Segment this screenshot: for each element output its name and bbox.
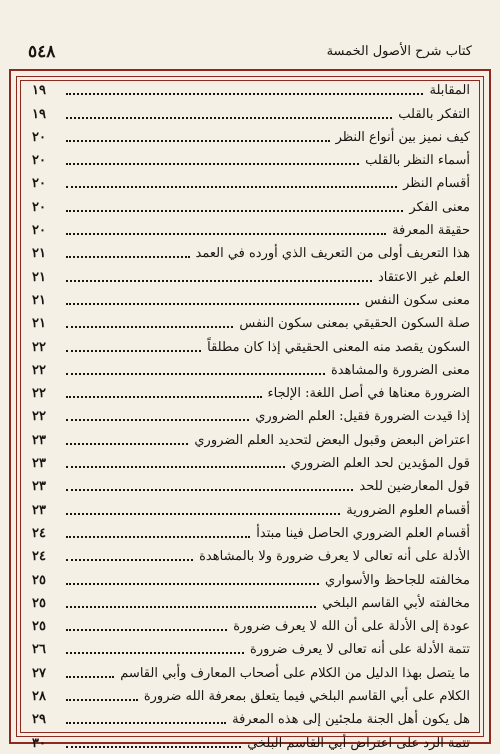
toc-entry-title: تتمة الأدلة على أنه تعالى لا يعرف ضرورة	[250, 642, 470, 658]
toc-entry-page: ٢٤	[32, 549, 46, 565]
toc-entry	[30, 146, 470, 169]
toc-entry-title: قول المؤيدين لحد العلم الضروري	[290, 456, 470, 472]
toc-entry	[30, 239, 470, 262]
toc-entry-title: مخالفته للجاحظ والأسواري	[325, 572, 470, 588]
dot-leader	[66, 443, 188, 445]
toc-entry-page: ٢٠	[32, 199, 46, 215]
dot-leader	[66, 256, 190, 258]
dot-leader	[66, 163, 359, 165]
dot-leader	[66, 210, 403, 212]
toc-entry-page: ٢٥	[32, 572, 46, 588]
dot-leader	[66, 326, 233, 328]
toc-entry	[30, 216, 470, 239]
toc-entry	[30, 542, 470, 565]
toc-entry	[30, 495, 470, 518]
toc-entry-page: ٢٩	[32, 712, 46, 728]
toc-entry-title: أقسام النظر	[403, 176, 470, 192]
dot-leader	[66, 722, 226, 724]
toc-entry-page: ٣٠	[32, 735, 46, 751]
toc-entry-page: ٢٦	[32, 642, 46, 658]
toc-entry-title: مخالفته لأبي القاسم البلخي	[322, 595, 470, 611]
dot-leader	[66, 303, 359, 305]
dot-leader	[66, 676, 114, 678]
toc-entry-page: ٢٠	[32, 129, 46, 145]
table-of-contents	[30, 76, 470, 752]
toc-entry-page: ١٩	[32, 106, 46, 122]
toc-entry-title: قول المعارضين للحد	[359, 479, 470, 495]
toc-entry-page: ٢٢	[32, 339, 46, 355]
toc-entry-title: الكلام على أبي القاسم البلخي فيما يتعلق بمعرفة الله ضرورة	[143, 689, 470, 705]
toc-entry-page: ٢٣	[32, 502, 46, 518]
dot-leader	[66, 419, 249, 421]
toc-entry-page: ٢٠	[32, 223, 46, 239]
book-title: كتاب شرح الأصول الخمسة	[326, 44, 472, 59]
toc-entry	[30, 379, 470, 402]
dot-leader	[66, 117, 392, 119]
toc-entry	[30, 169, 470, 192]
toc-entry-page: ٢٧	[32, 665, 46, 681]
toc-entry-title: أسماء النظر بالقلب	[365, 153, 470, 169]
dot-leader	[66, 583, 319, 585]
toc-entry	[30, 635, 470, 658]
toc-entry-title: كيف نميز بين أنواع النظر	[335, 129, 470, 145]
toc-entry	[30, 519, 470, 542]
dot-leader	[66, 513, 340, 515]
toc-entry	[30, 682, 470, 705]
toc-entry-page: ٢٣	[32, 432, 46, 448]
toc-entry-page: ١٩	[32, 83, 46, 99]
dot-leader	[66, 746, 241, 748]
toc-entry	[30, 99, 470, 122]
toc-entry-page: ٢٥	[32, 619, 46, 635]
toc-entry	[30, 286, 470, 309]
toc-entry-page: ٢١	[32, 292, 46, 308]
dot-leader	[66, 396, 262, 398]
dot-leader	[66, 606, 316, 608]
page-number: ٥٤٨	[28, 42, 56, 62]
toc-entry-title: الضرورة معناها في أصل اللغة: الإلجاء	[267, 386, 470, 402]
dot-leader	[66, 233, 386, 235]
toc-entry-title: العلم غير الاعتقاد	[378, 269, 470, 285]
toc-entry	[30, 309, 470, 332]
toc-entry-title: اعتراض البعض وقبول البعض لتحديد العلم الضروري	[194, 432, 470, 448]
toc-entry-page: ٢١	[32, 246, 46, 262]
dot-leader	[66, 559, 193, 561]
dot-leader	[66, 536, 250, 538]
toc-entry-title: أقسام العلم الضروري الحاصل فينا مبتدأ	[256, 525, 470, 541]
toc-entry	[30, 192, 470, 215]
toc-entry-page: ٢٢	[32, 409, 46, 425]
toc-entry	[30, 356, 470, 379]
toc-entry	[30, 402, 470, 425]
toc-entry-page: ٢٠	[32, 176, 46, 192]
toc-entry	[30, 565, 470, 588]
toc-entry	[30, 705, 470, 728]
dot-leader	[66, 373, 325, 375]
toc-entry-title: صلة السكون الحقيقي بمعنى سكون النفس	[239, 316, 470, 332]
toc-entry	[30, 76, 470, 99]
toc-entry-title: عودة إلى الأدلة على أن الله لا يعرف ضرورة	[233, 619, 470, 635]
dot-leader	[66, 466, 285, 468]
dot-leader	[66, 489, 353, 491]
toc-entry-page: ٢٤	[32, 525, 46, 541]
toc-entry-title: التفكر بالقلب	[398, 106, 470, 122]
toc-entry	[30, 728, 470, 751]
toc-entry	[30, 589, 470, 612]
toc-entry-page: ٢٢	[32, 362, 46, 378]
toc-entry-page: ٢١	[32, 269, 46, 285]
toc-entry-title: حقيقة المعرفة	[392, 223, 470, 239]
dot-leader	[66, 629, 227, 631]
toc-entry-title: السكون يقصد منه المعنى الحقيقي إذا كان مطلقاً	[207, 339, 470, 355]
toc-entry	[30, 472, 470, 495]
dot-leader	[66, 280, 372, 282]
dot-leader	[66, 186, 397, 188]
dot-leader	[66, 350, 201, 352]
toc-entry	[30, 449, 470, 472]
toc-entry	[30, 123, 470, 146]
toc-entry-title: هذا التعريف أولى من التعريف الذي أورده في العمد	[195, 246, 470, 262]
toc-entry	[30, 262, 470, 285]
toc-entry-page: ٢٠	[32, 153, 46, 169]
toc-entry	[30, 658, 470, 681]
toc-entry-title: معنى سكون النفس	[364, 292, 470, 308]
toc-entry-page: ٢٣	[32, 456, 46, 472]
toc-entry-title: أقسام العلوم الضرورية	[346, 502, 470, 518]
toc-entry-page: ٢٥	[32, 595, 46, 611]
dot-leader	[66, 652, 244, 654]
toc-entry-page: ٢٢	[32, 386, 46, 402]
toc-entry-title: الأدلة على أنه تعالى لا يعرف ضرورة ولا بالمشاهدة	[199, 549, 470, 565]
toc-entry-page: ٢٨	[32, 689, 46, 705]
page-header	[0, 0, 500, 70]
toc-entry-page: ٢٣	[32, 479, 46, 495]
toc-entry-title: إذا قيدت الضرورة فقيل: العلم الضروري	[255, 409, 470, 425]
dot-leader	[66, 699, 138, 701]
toc-entry-title: معنى الفكر	[409, 199, 470, 215]
toc-entry-title: ما يتصل بهذا الدليل من الكلام على أصحاب المعارف وأبي القاسم	[120, 665, 470, 681]
toc-entry	[30, 425, 470, 448]
toc-entry-title: هل يكون أهل الجنة ملجئين إلى هذه المعرفة	[232, 712, 470, 728]
toc-entry-title: المقابلة	[429, 83, 470, 99]
toc-entry-page: ٢١	[32, 316, 46, 332]
dot-leader	[66, 93, 423, 95]
dot-leader	[66, 140, 330, 142]
toc-entry	[30, 612, 470, 635]
toc-entry-title: معنى الضرورة والمشاهدة	[330, 362, 470, 378]
toc-entry-title: تتمة الرد على اعتراض أبي القاسم البلخي	[247, 735, 470, 751]
toc-entry	[30, 332, 470, 355]
